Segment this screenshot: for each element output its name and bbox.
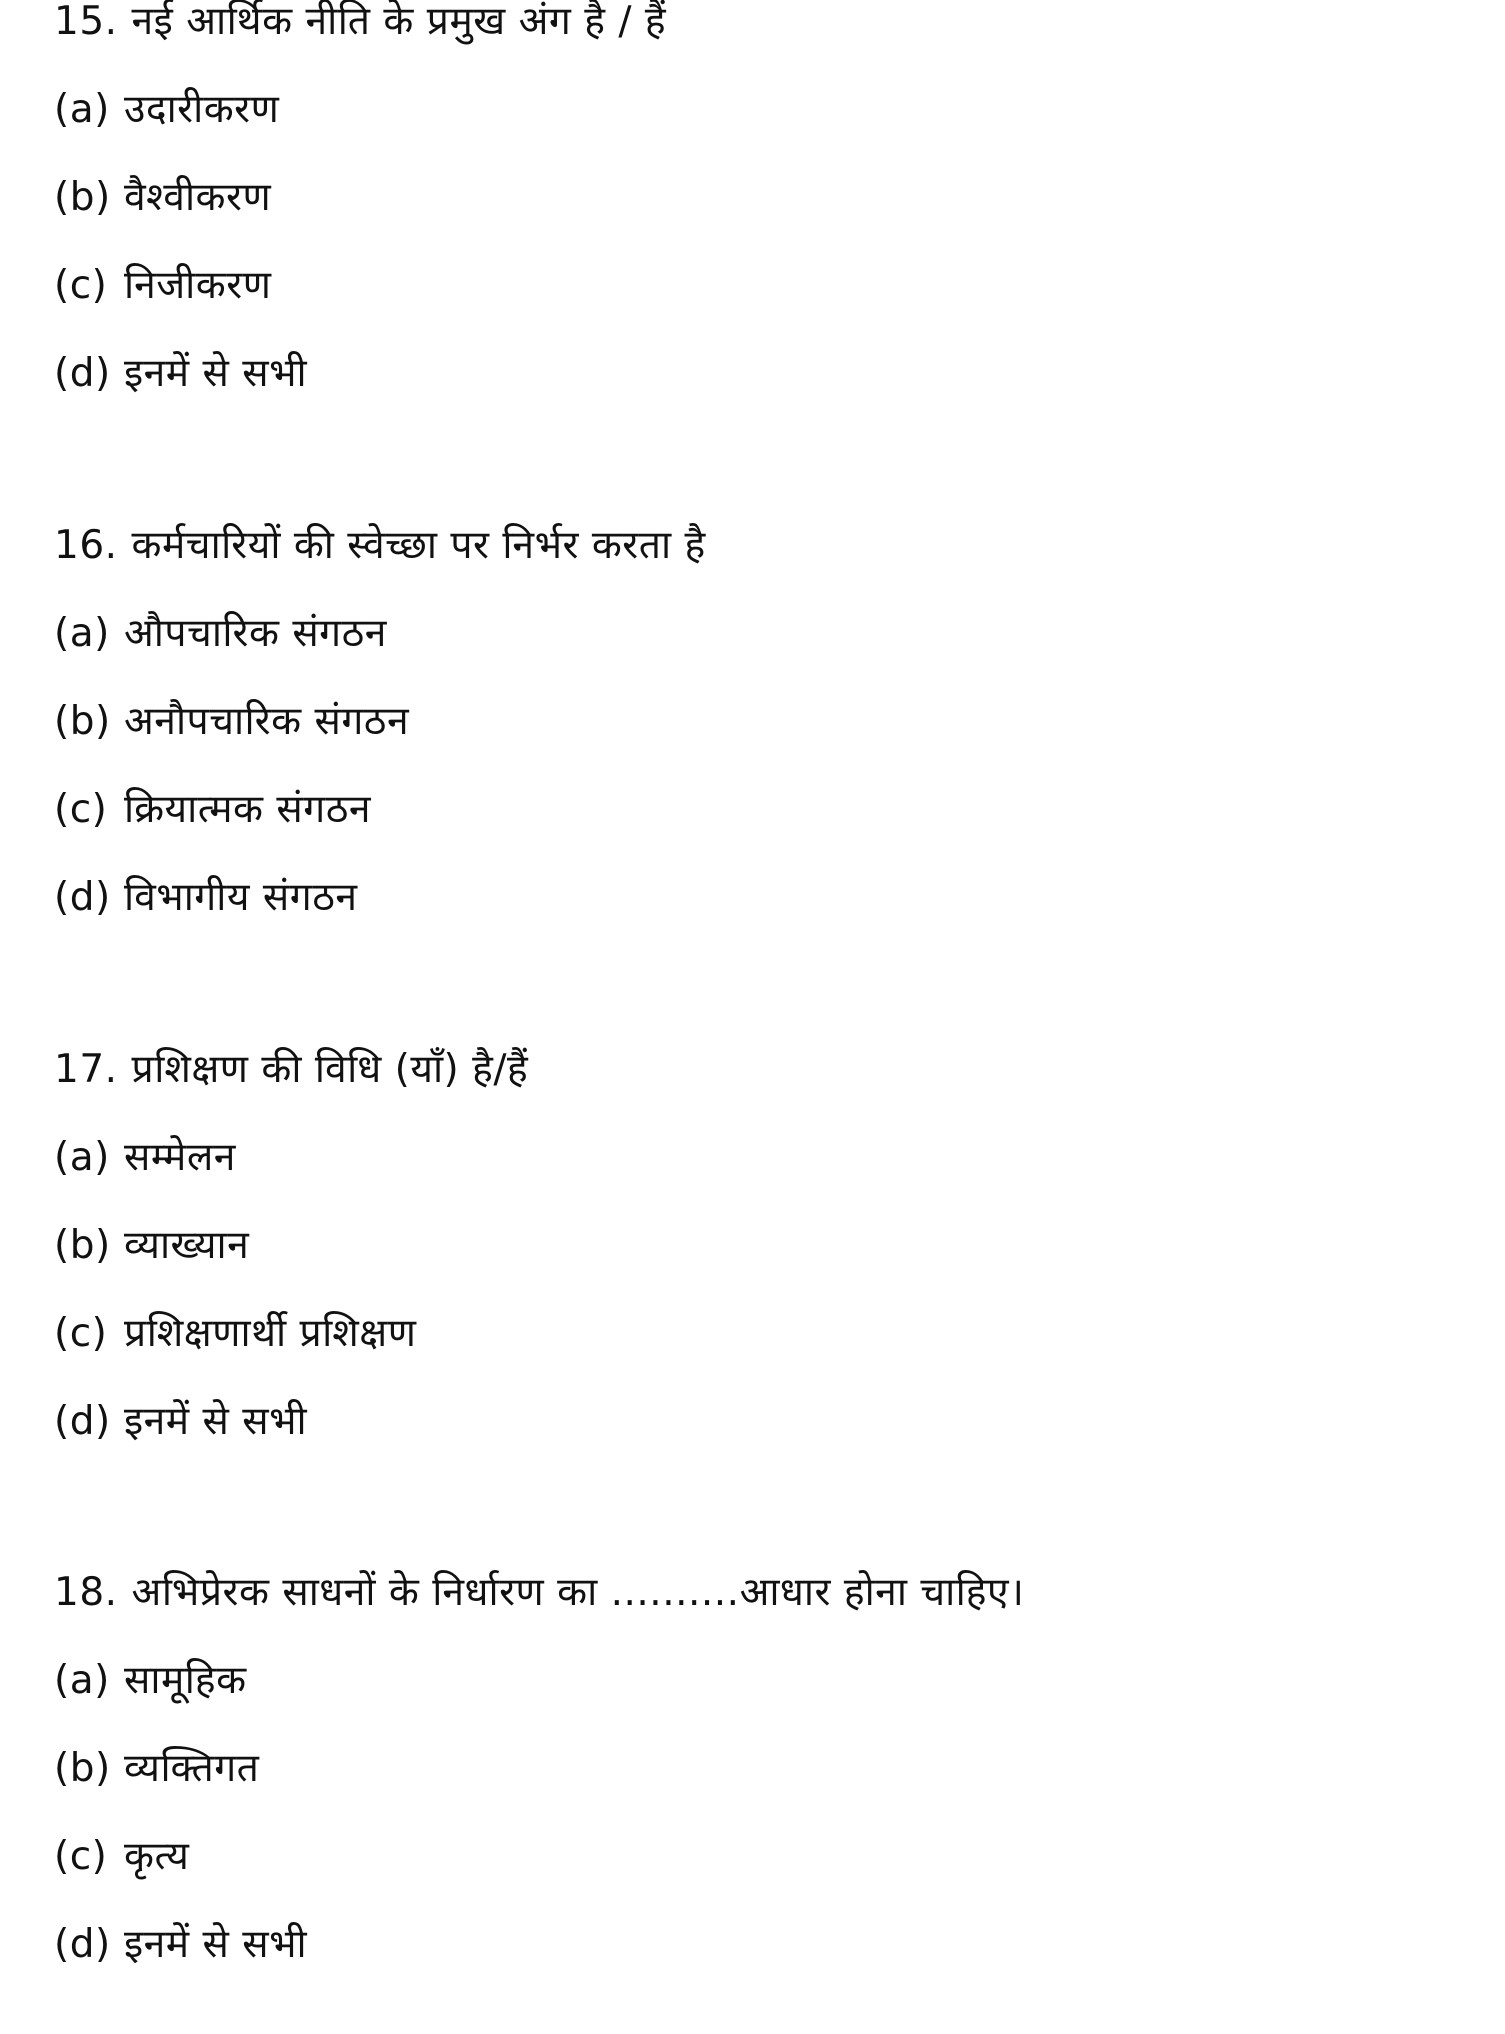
option-text: व्यक्तिगत <box>124 1746 260 1791</box>
question-text-line <box>54 520 1454 572</box>
option-label: (d) <box>54 351 111 396</box>
option-d <box>54 348 1454 400</box>
option-label: (b) <box>54 1223 111 1268</box>
option-text: अनौपचारिक संगठन <box>124 699 410 744</box>
option-b <box>54 172 1454 224</box>
option-text: सम्मेलन <box>124 1135 236 1180</box>
option-label: (c) <box>54 263 108 308</box>
option-text: क्रियात्मक संगठन <box>124 787 372 832</box>
option-text: कृत्य <box>124 1834 190 1879</box>
option-b <box>54 696 1454 748</box>
option-b <box>54 1220 1454 1272</box>
question-text-line <box>54 0 1454 48</box>
question-text: प्रशिक्षण की विधि (याँ) है/हैं <box>131 1047 529 1092</box>
option-label: (a) <box>54 611 110 656</box>
option-label: (b) <box>54 1746 111 1791</box>
option-d <box>54 1396 1454 1448</box>
option-c <box>54 1831 1454 1883</box>
question-15 <box>54 0 1454 400</box>
option-label: (a) <box>54 1135 110 1180</box>
option-label: (d) <box>54 875 111 920</box>
option-text: विभागीय संगठन <box>124 875 358 920</box>
question-16 <box>54 520 1454 924</box>
option-label: (c) <box>54 787 108 832</box>
option-text: निजीकरण <box>124 263 272 308</box>
question-number: 16. <box>54 523 118 568</box>
option-text: उदारीकरण <box>124 87 280 132</box>
question-text-line <box>54 1567 1454 1619</box>
question-number: 18. <box>54 1570 118 1615</box>
option-label: (d) <box>54 1399 111 1444</box>
option-a <box>54 84 1454 136</box>
option-label: (a) <box>54 1658 110 1703</box>
option-label: (c) <box>54 1311 108 1356</box>
option-label: (a) <box>54 87 110 132</box>
question-text: अभिप्रेरक साधनों के निर्धारण का ..........आधार होना चाहिए। <box>131 1570 1025 1615</box>
option-b <box>54 1743 1454 1795</box>
question-text-line <box>54 1044 1454 1096</box>
option-text: वैश्वीकरण <box>124 175 272 220</box>
option-label: (d) <box>54 1922 111 1967</box>
option-label: (b) <box>54 175 111 220</box>
question-text: कर्मचारियों की स्वेच्छा पर निर्भर करता है <box>131 523 706 568</box>
question-number: 17. <box>54 1047 118 1092</box>
option-c <box>54 260 1454 312</box>
option-text: इनमें से सभी <box>124 1399 308 1444</box>
option-d <box>54 872 1454 924</box>
option-c <box>54 784 1454 836</box>
question-number: 15. <box>54 0 118 44</box>
option-a <box>54 608 1454 660</box>
question-18 <box>54 1567 1454 1971</box>
option-c <box>54 1308 1454 1360</box>
question-text: नई आर्थिक नीति के प्रमुख अंग है / हैं <box>131 0 667 44</box>
option-a <box>54 1132 1454 1184</box>
option-text: इनमें से सभी <box>124 351 308 396</box>
option-text: व्याख्यान <box>124 1223 250 1268</box>
option-d <box>54 1919 1454 1971</box>
option-text: इनमें से सभी <box>124 1922 308 1967</box>
option-text: औपचारिक संगठन <box>124 611 387 656</box>
option-label: (c) <box>54 1834 108 1879</box>
option-text: सामूहिक <box>124 1658 247 1703</box>
option-label: (b) <box>54 699 111 744</box>
question-17 <box>54 1044 1454 1448</box>
option-text: प्रशिक्षणार्थी प्रशिक्षण <box>124 1311 417 1356</box>
option-a <box>54 1655 1454 1707</box>
